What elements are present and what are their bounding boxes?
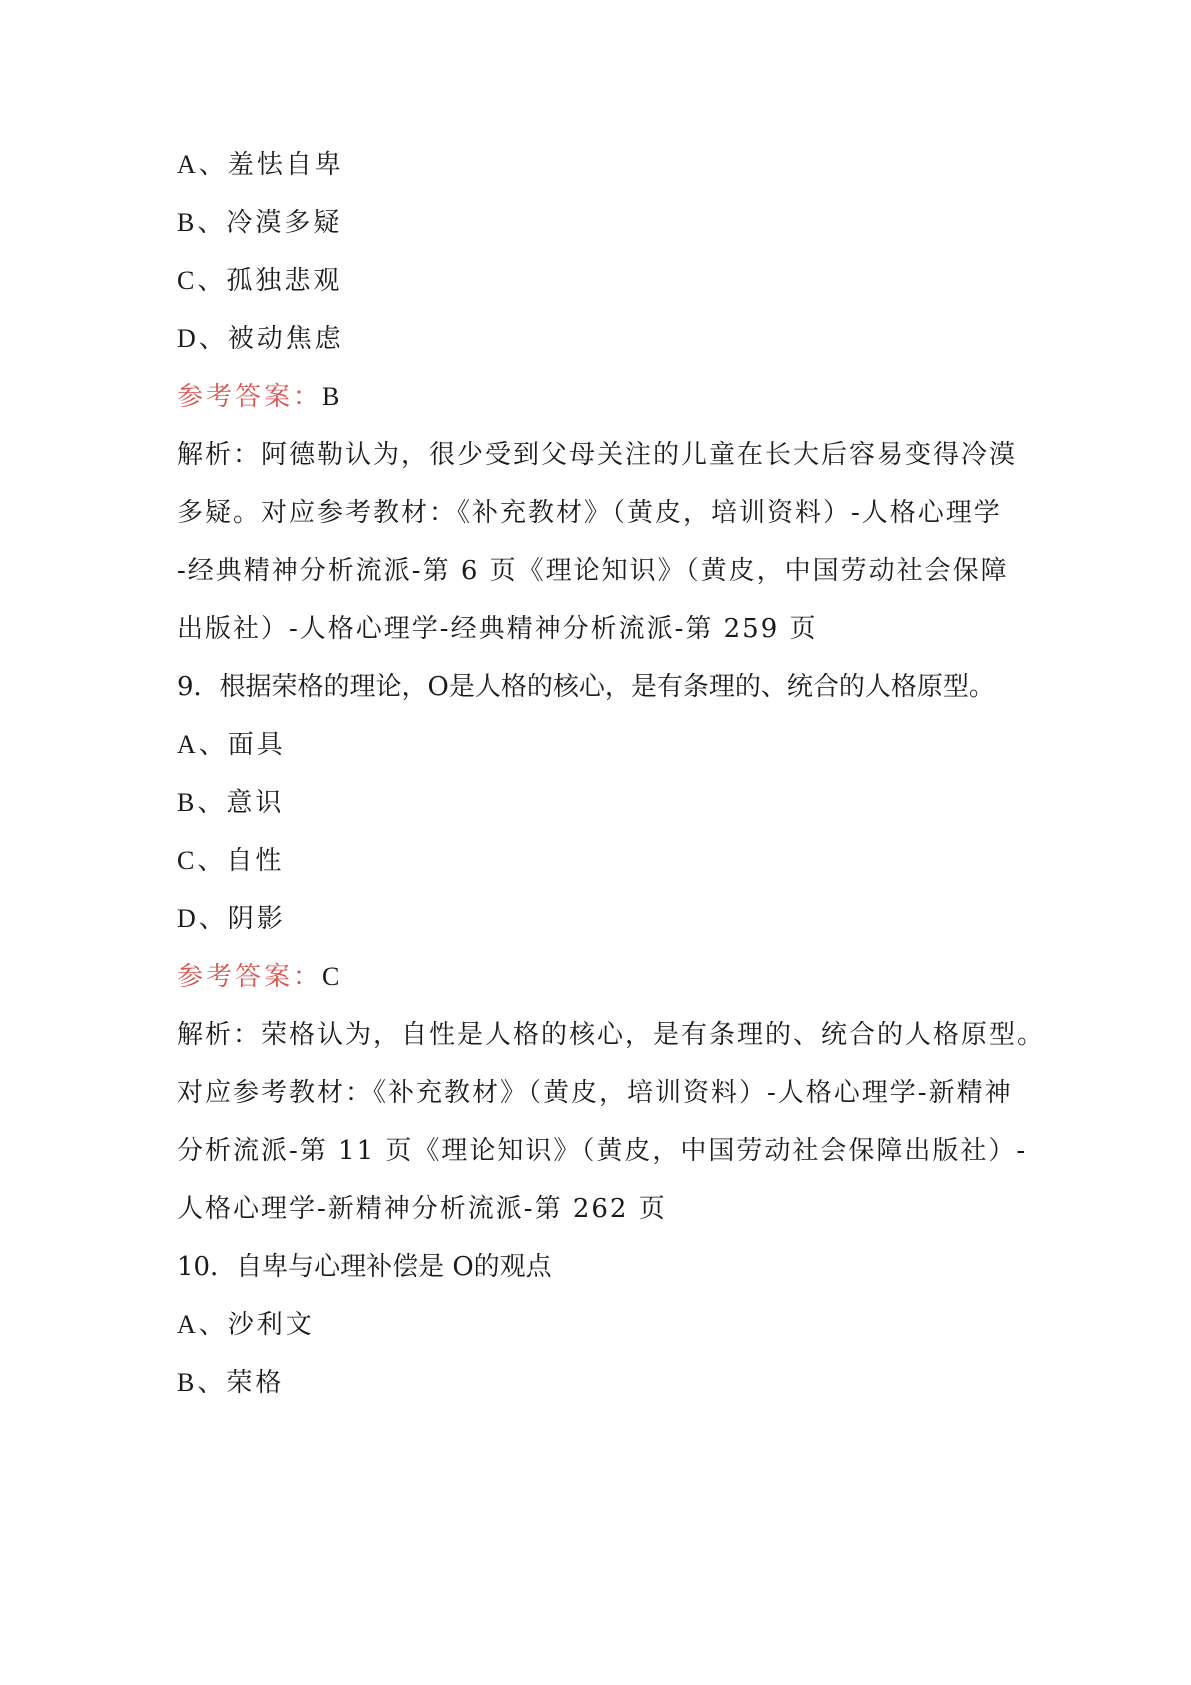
q9-explanation-line: 对应参考教材：《补充教材》（黄皮，培训资料）-人格心理学-新精神 — [177, 1078, 1013, 1108]
q8-explanation-line: 出版社）-人格心理学-经典精神分析流派-第 259 页 — [177, 614, 818, 644]
q9-explanation-line: 解析：荣格认为，自性是人格的核心，是有条理的、统合的人格原型。 — [177, 1020, 1046, 1050]
q8-explanation-line: -经典精神分析流派-第 6 页《理论知识》（黄皮，中国劳动社会保障 — [177, 556, 1009, 586]
q10-option-a: A、沙利文 — [177, 1310, 315, 1340]
q9-option-d: D、阴影 — [177, 904, 286, 934]
q8-option-c: C、孤独悲观 — [177, 266, 343, 296]
q9-question — [177, 670, 995, 704]
question-text: ．根据荣格的理论，O是人格的核心，是有条理的、统合的人格原型。 — [193, 672, 995, 702]
q9-explanation-line: 人格心理学-新精神分析流派-第 262 页 — [177, 1194, 667, 1224]
q9-option-a: A、面具 — [177, 730, 286, 760]
answer-value: C — [322, 962, 340, 991]
q8-explanation-line: 解析：阿德勒认为，很少受到父母关注的儿童在长大后容易变得冷漠 — [177, 440, 1018, 470]
question-text: ．自卑与心理补偿是 O的观点 — [210, 1252, 552, 1282]
question-number: 9 — [177, 672, 194, 702]
q8-answer — [177, 380, 339, 414]
q10-question — [177, 1250, 552, 1284]
q8-option-b: B、冷漠多疑 — [177, 208, 343, 238]
q10-option-b: B、荣格 — [177, 1368, 285, 1398]
q9-explanation-line: 分析流派-第 11 页《理论知识》（黄皮，中国劳动社会保障出版社）- — [177, 1136, 1028, 1166]
q9-option-c: C、自性 — [177, 846, 285, 876]
answer-label: 参考答案： — [177, 382, 323, 412]
answer-value: B — [322, 382, 340, 411]
q9-option-b: B、意识 — [177, 788, 285, 818]
q8-option-a: A、羞怯自卑 — [177, 150, 344, 180]
q8-option-d: D、被动焦虑 — [177, 324, 344, 354]
q8-explanation-line: 多疑。对应参考教材：《补充教材》（黄皮，培训资料）-人格心理学 — [177, 498, 1002, 528]
q9-answer — [177, 960, 339, 994]
question-number: 10 — [177, 1252, 211, 1282]
answer-label: 参考答案： — [177, 962, 323, 992]
